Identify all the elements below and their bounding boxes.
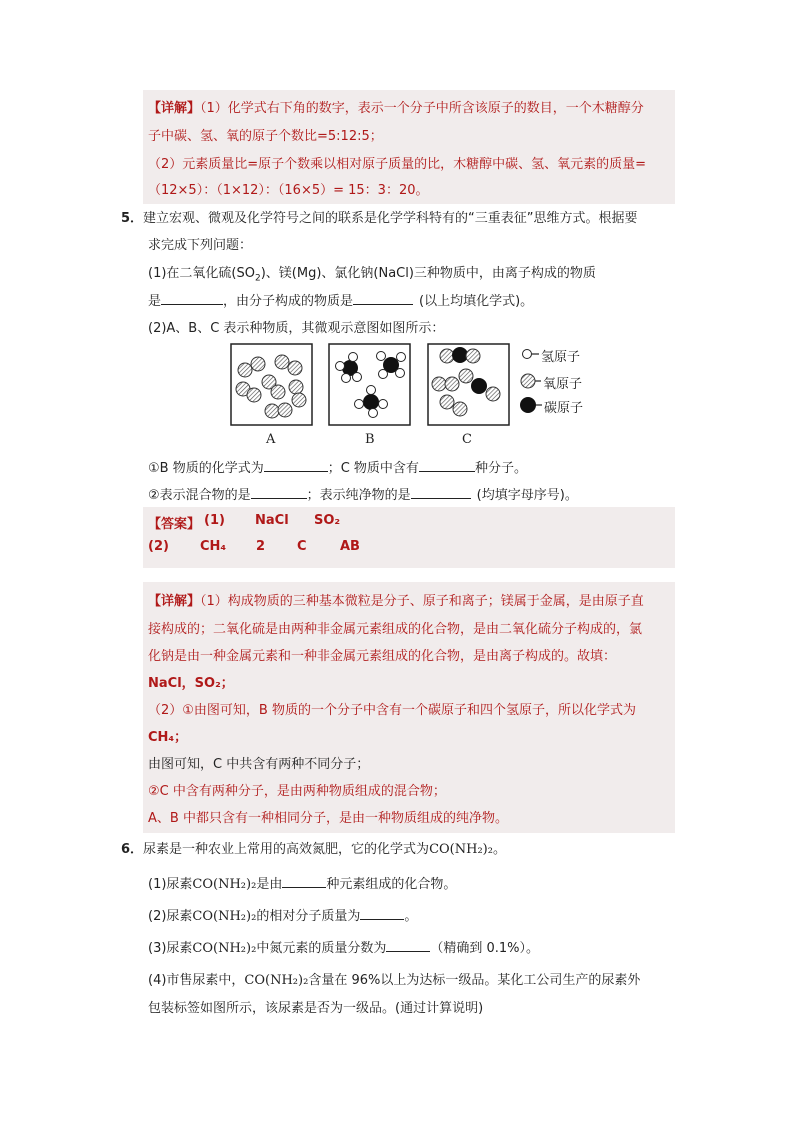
box-b-label: B [365, 432, 375, 447]
q5-number: 5． [121, 211, 144, 226]
detail1-line-3: （2）元素质量比=原子个数乘以相对原子质量的比，木糖醇中碳、氢、氧元素的质量= [148, 157, 647, 172]
q5-sub2-suffix: (均填字母序号)。 [476, 488, 578, 503]
answer-blank-mass-fraction[interactable] [386, 939, 430, 952]
q5-part-1-middle: ，由分子构成的物质是 [223, 294, 354, 309]
answer-row-2-value-4: AB [340, 539, 360, 554]
legend-carbon-label: 碳原子 [544, 401, 584, 416]
detail5-line-5: （2）①由图可知，B 物质的一个分子中含有一个碳原子和四个氢原子，所以化学式为 [148, 703, 636, 718]
q5-sub1-middle: ；C 物质中含有 [327, 461, 419, 476]
q6-stem-line [121, 838, 506, 857]
q6-part-2-formula: CO(NH₂)₂ [192, 909, 257, 924]
detail5-line-9: A、B 中都只含有一种相同分子，是由一种物质组成的纯净物。 [148, 811, 508, 826]
q6-part-3-middle: 中氮元素的质量分数为 [256, 941, 387, 956]
detail5-text-1: （1）构成物质的三种基本微粒是分子、原子和离子；镁属于金属，是由原子直 [200, 594, 644, 609]
q6-part-4-line-2: 包装标签如图所示，该尿素是否为一级品。(通过计算说明) [148, 1001, 484, 1016]
oxygen-atom-symbol [521, 374, 535, 388]
answer-row-1-label: (1) [204, 513, 225, 528]
answer-blank-mixture[interactable] [251, 486, 307, 499]
q6-part-2 [148, 905, 417, 924]
q6-part-4-middle: 含量在 96%以上为达标一级品。某化工公司生产的尿素外 [308, 973, 641, 988]
answer-blank-molecular[interactable] [353, 292, 413, 305]
detail5-tag: 【详解】 [148, 594, 201, 609]
q6-part-2-prefix: (2)尿素 [148, 909, 193, 924]
box-a-label: A [266, 432, 276, 447]
q5-part-1-subscript: 2 [254, 273, 261, 284]
q5-stem-text-1: 建立宏观、微观及化学符号之间的联系是化学学科特有的“三重表征”思维方式。根据要 [143, 211, 638, 226]
q5-stem-line-2: 求完成下列问题： [148, 238, 253, 253]
q6-part-4-line-1 [148, 969, 640, 988]
q6-part-1 [148, 873, 456, 892]
detail5-line-4: NaCl，SO₂； [148, 676, 234, 691]
q5-subquestion-2 [148, 484, 578, 503]
q6-part-3-prefix: (3)尿素 [148, 941, 193, 956]
q6-number: 6． [121, 842, 144, 857]
q5-part-2-line: (2)A、B、C 表示种物质，其微观示意图如图所示： [148, 321, 445, 336]
answer-row-1-value-2: SO₂ [314, 513, 341, 528]
answer-row-2-value-3: C [297, 539, 307, 554]
carbon-atom-symbol [520, 397, 536, 413]
q5-sub2-middle: ；表示纯净物的是 [306, 488, 411, 503]
answer-blank-ionic[interactable] [161, 292, 223, 305]
q5-part-1-prefix: 是 [148, 294, 162, 309]
detail1-line-4: （12×5）：（1×12）：（16×5）= 15：3：20。 [148, 183, 429, 198]
detail1-line-2: 子中碳、氢、氧的原子个数比=5:12:5； [148, 129, 383, 144]
box-c-label: C [462, 432, 472, 447]
q5-part-1-line-2 [148, 290, 533, 309]
q6-part-1-prefix: (1)尿素 [148, 877, 193, 892]
q5-stem-line-1 [121, 207, 638, 226]
q6-part-3-suffix: （精确到 0.1%）。 [430, 941, 539, 956]
q5-part-1-text: (1)在二氧化硫(SO [148, 266, 255, 281]
answer-row-2-value-1: CH₄ [200, 539, 227, 554]
q5-sub2-prefix: ②表示混合物的是 [148, 488, 251, 503]
q6-part-3 [148, 937, 539, 956]
answer-blank-molecule-count[interactable] [419, 459, 475, 472]
answer-row-2-value-2: 2 [256, 539, 266, 554]
answer-tag: 【答案】 [148, 517, 201, 532]
answer-row-2-label: (2) [148, 539, 169, 554]
legend-oxygen-label: 氧原子 [543, 377, 583, 392]
q6-stem-text: 尿素是一种农业上常用的高效氮肥，它的化学式为 [143, 842, 430, 857]
q6-formula: CO(NH₂)₂ [429, 842, 493, 857]
detail5-line-1 [148, 590, 644, 609]
q5-sub1-prefix: ①B 物质的化学式为 [148, 461, 264, 476]
detail-tag: 【详解】 [148, 101, 201, 116]
q5-part-1-suffix: (以上均填化学式)。 [419, 294, 534, 309]
q5-part-1-text-rest: )、镁(Mg)、氯化钠(NaCl)三种物质中，由离子构成的物质 [260, 266, 596, 281]
answer-blank-pure[interactable] [411, 486, 471, 499]
q6-part-1-suffix: 种元素组成的化合物。 [326, 877, 457, 892]
answer-row-1-value-1: NaCl [255, 513, 289, 528]
hydrogen-atom-symbol [523, 350, 532, 359]
answer-blank-formula-b[interactable] [264, 459, 328, 472]
detail1-text-1: （1）化学式右下角的数字，表示一个分子中所含该原子的数目，一个木糖醇分 [200, 101, 644, 116]
legend-symbols [520, 350, 542, 414]
detail5-line-6: CH₄； [148, 730, 188, 745]
q6-part-4-prefix: (4)市售尿素中， [148, 973, 245, 988]
q5-part-1-line-1 [148, 262, 596, 284]
detail5-line-7: 由图可知，C 中共含有两种不同分子； [148, 757, 370, 772]
detail5-line-3: 化钠是由一种金属元素和一种非金属元素组成的化合物，是由离子构成的。故填： [148, 649, 617, 664]
detail5-line-8: ②C 中含有两种分子，是由两种物质组成的混合物； [148, 784, 446, 799]
q6-part-1-formula: CO(NH₂)₂ [192, 877, 257, 892]
q6-part-2-suffix: 。 [404, 909, 418, 924]
detail5-line-2: 接构成的；二氧化硫是由两种非金属元素组成的化合物，是由二氧化硫分子构成的，氯 [148, 622, 643, 637]
q6-part-3-formula: CO(NH₂)₂ [192, 941, 257, 956]
q6-part-2-middle: 的相对分子质量为 [256, 909, 361, 924]
answer-blank-element-count[interactable] [282, 875, 326, 888]
q6-stem-end: 。 [492, 842, 506, 857]
q6-part-4-formula: CO(NH₂)₂ [244, 973, 309, 988]
q5-subquestion-1 [148, 457, 527, 476]
q6-part-1-middle: 是由 [256, 877, 283, 892]
legend-hydrogen-label: 氢原子 [541, 350, 581, 365]
detail1-line-1 [148, 97, 644, 116]
answer-blank-molecular-mass[interactable] [360, 907, 404, 920]
q5-sub1-suffix: 种分子。 [474, 461, 527, 476]
